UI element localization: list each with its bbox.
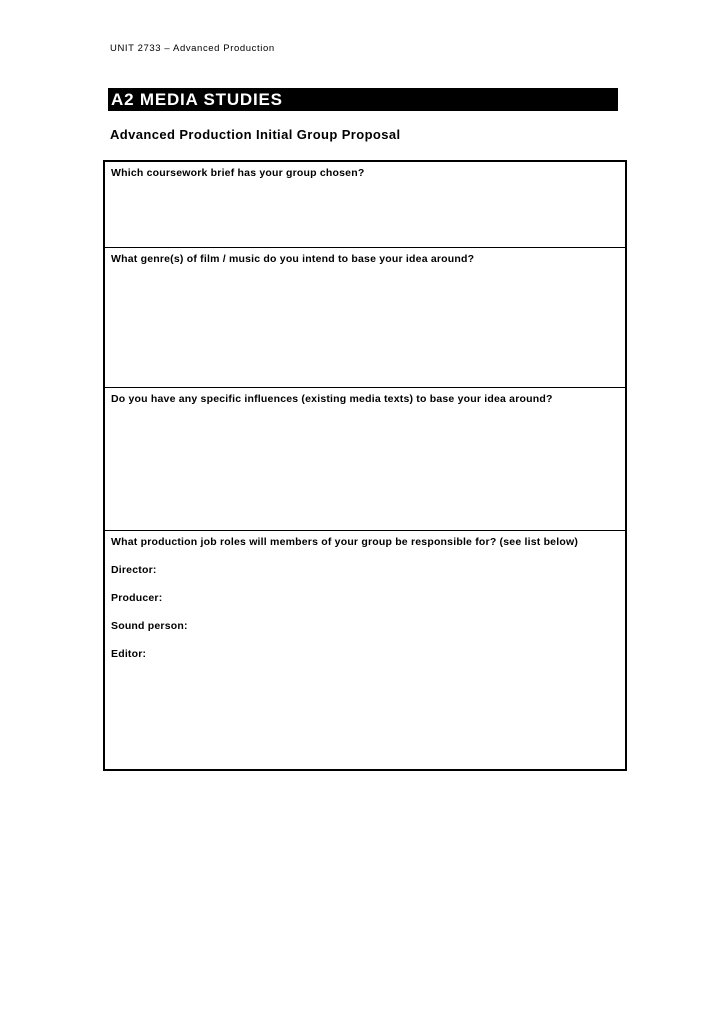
form-subtitle: Advanced Production Initial Group Proposal <box>110 127 401 142</box>
role-editor: Editor: <box>111 648 147 660</box>
unit-header: UNIT 2733 – Advanced Production <box>110 43 275 54</box>
question-label: What genre(s) of film / music do you intend to base your idea around? <box>111 253 475 265</box>
role-director: Director: <box>111 564 157 576</box>
page-title: A2 MEDIA STUDIES <box>108 88 618 111</box>
question-label: Which coursework brief has your group chosen? <box>111 167 365 179</box>
proposal-form <box>103 160 627 771</box>
question-genre[interactable] <box>105 247 625 387</box>
role-sound-person: Sound person: <box>111 620 188 632</box>
question-job-roles[interactable] <box>105 530 625 769</box>
question-influences[interactable] <box>105 387 625 530</box>
question-label: What production job roles will members of your group be responsible for? (see list below) <box>111 536 579 548</box>
role-producer: Producer: <box>111 592 163 604</box>
question-label: Do you have any specific influences (existing media texts) to base your idea around? <box>111 393 553 405</box>
question-coursework-brief[interactable] <box>105 162 625 247</box>
